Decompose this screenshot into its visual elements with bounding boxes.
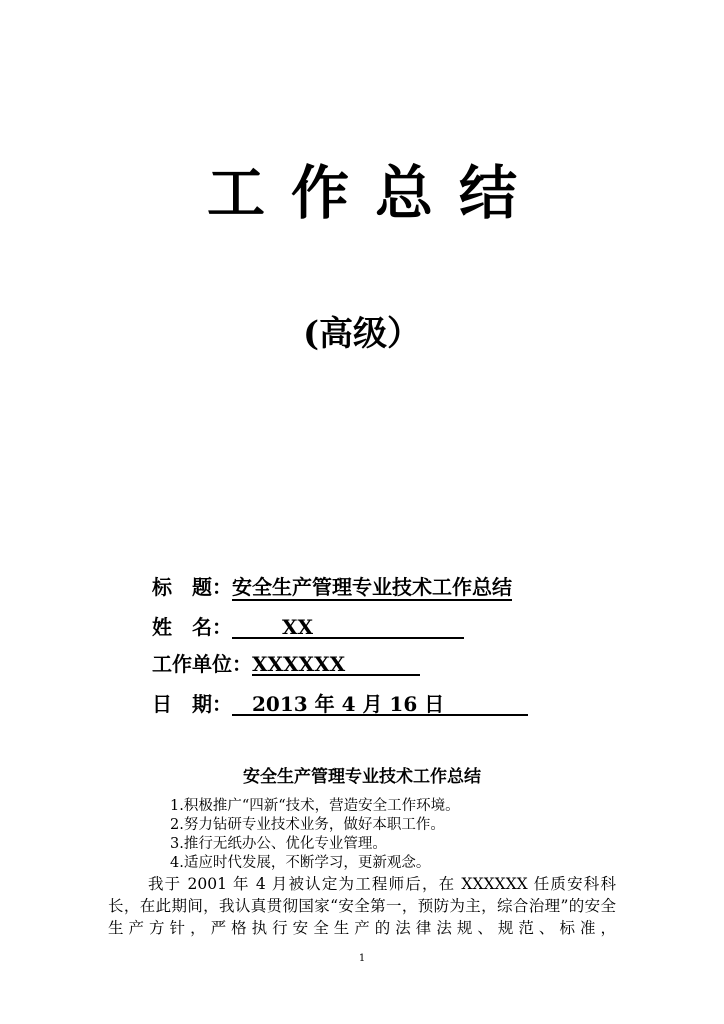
document-subtitle: (高级） [302, 314, 422, 354]
summary-heading: 安全生产管理专业技术工作总结 [243, 767, 481, 787]
list-item: 2.努力钻研专业技术业务，做好本职工作。 [170, 817, 445, 833]
body-paragraph: 我于 2001 年 4 月被认定为工程师后，在 XXXXXX 任质安科科长，在此期间，我认真贯彻国家“安全第一，预防为主，综合治理”的安全生产方针，严格执行安全生产的法律法规、规范、标准， [108, 875, 616, 937]
meta-date-value: 2013 年 4 月 16 日 [232, 692, 528, 716]
page-number: 1 [358, 953, 366, 964]
meta-title-label: 标 题： [152, 575, 232, 599]
meta-title-value: 安全生产管理专业技术工作总结 [232, 575, 512, 599]
list-item: 4.适应时代发展，不断学习，更新观念。 [170, 855, 431, 871]
meta-unit-value: XXXXXX [252, 652, 420, 676]
meta-row-date [152, 689, 528, 719]
meta-row-name [152, 612, 464, 642]
meta-row-unit [152, 649, 420, 679]
list-item: 1.积极推广“四新“技术，营造安全工作环境。 [170, 798, 460, 814]
document-title: 工作总结 [206, 159, 543, 227]
meta-name-label: 姓 名： [152, 615, 232, 639]
meta-row-title [152, 572, 512, 602]
meta-unit-label: 工作单位： [152, 652, 252, 676]
meta-date-label: 日 期： [152, 692, 232, 716]
list-item: 3.推行无纸办公、优化专业管理。 [170, 836, 387, 852]
meta-name-value: XX [232, 615, 464, 639]
